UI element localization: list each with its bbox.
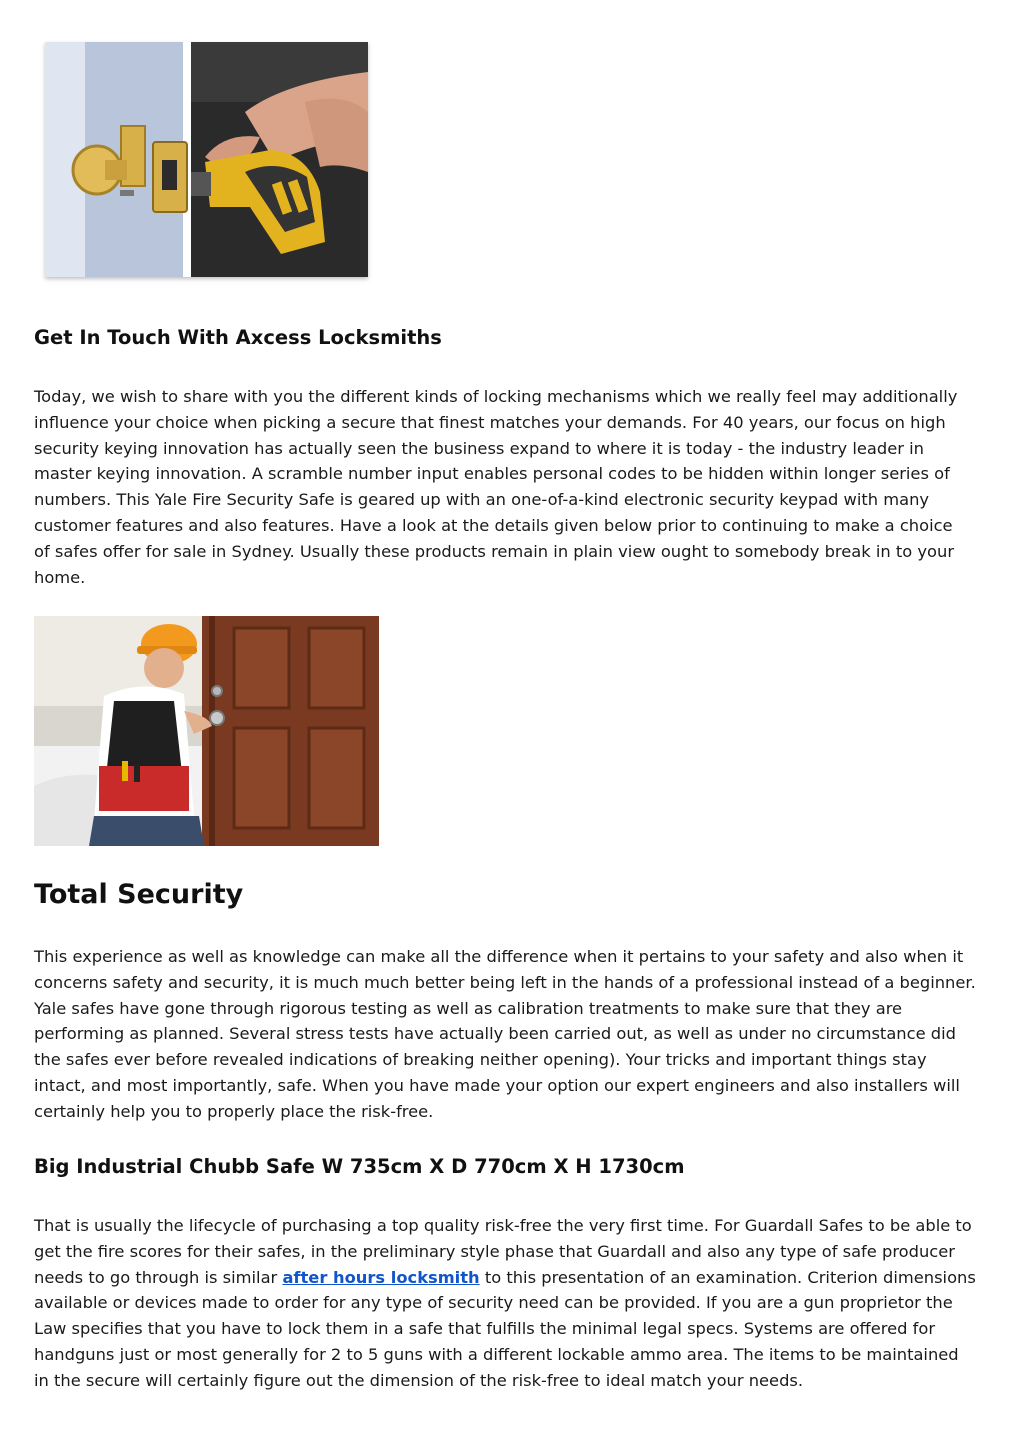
text-line: handguns just or most generally for 2 to 5 guns with a different lockable ammo area. The items to be maintained xyxy=(34,1344,959,1364)
text-line: Law specifies that you have to lock them in a safe that fulfills the minimal legal specs. Systems are offered for xyxy=(34,1319,936,1339)
text-line: of safes offer for sale in Sydney. Usually these products remain in plain view ought to somebody break in to your xyxy=(34,541,955,561)
section-paragraph xyxy=(34,1213,994,1394)
text-fragment: to this presentation of an examination. Criterion dimensions xyxy=(479,1267,976,1287)
section-heading: Get In Touch With Axcess Locksmiths xyxy=(34,326,442,349)
text-line-with-link xyxy=(34,1265,994,1291)
text-line: numbers. This Yale Fire Security Safe is geared up with an one-of-a-kind electronic security keypad with many xyxy=(34,490,930,510)
text-line: home. xyxy=(34,567,86,587)
section-heading: Total Security xyxy=(34,879,244,910)
text-line: in the secure will certainly figure out the dimension of the risk-free to ideal match your needs. xyxy=(34,1370,804,1390)
locksmith-door-image xyxy=(34,616,379,846)
door-lock-drill-image xyxy=(45,42,368,277)
text-line: security keying innovation has actually seen the business expand to where it is today - the industry leader in xyxy=(34,438,924,458)
text-line: That is usually the lifecycle of purchasing a top quality risk-free the very first time. For Guardall Safes to be able to xyxy=(34,1216,972,1235)
text-line: certainly help you to properly place the risk-free. xyxy=(34,1101,434,1121)
text-line: concerns safety and security, it is much much better being left in the hands of a professional instead of a beginner. xyxy=(34,972,976,992)
text-line: master keying innovation. A scramble number input enables personal codes to be hidden within longer series of xyxy=(34,464,950,484)
text-line: Yale safes have gone through rigorous testing as well as calibration treatments to make sure that they are xyxy=(34,998,903,1018)
section-paragraph xyxy=(34,384,994,590)
text-line: get the fire scores for their safes, in the preliminary style phase that Guardall and also any type of safe producer xyxy=(34,1241,955,1261)
text-line: intact, and most importantly, safe. When you have made your option our expert engineers and also installers will xyxy=(34,1075,960,1095)
section-paragraph xyxy=(34,944,994,1125)
text-fragment: needs to go through is similar xyxy=(34,1267,283,1287)
after-hours-locksmith-link[interactable]: after hours locksmith xyxy=(282,1267,480,1287)
text-line: customer features and also features. Have a look at the details given below prior to continuing to make a choice xyxy=(34,515,953,535)
text-line: available or devices made to order for any type of security need can be provided. If you are a gun proprietor the xyxy=(34,1293,953,1313)
text-line: This experience as well as knowledge can make all the difference when it pertains to your safety and also when it xyxy=(34,947,964,966)
text-line: Today, we wish to share with you the different kinds of locking mechanisms which we really feel may additionally xyxy=(34,387,958,406)
text-line: influence your choice when picking a secure that finest matches your demands. For 40 years, our focus on high xyxy=(34,412,946,432)
text-line: the safes ever before revealed indications of breaking neither opening). Your tricks and important things stay xyxy=(34,1050,927,1070)
section-heading: Big Industrial Chubb Safe W 735cm X D 770cm X H 1730cm xyxy=(34,1155,685,1178)
text-line: performing as planned. Several stress tests have actually been carried out, as well as under no circumstance did xyxy=(34,1024,956,1044)
